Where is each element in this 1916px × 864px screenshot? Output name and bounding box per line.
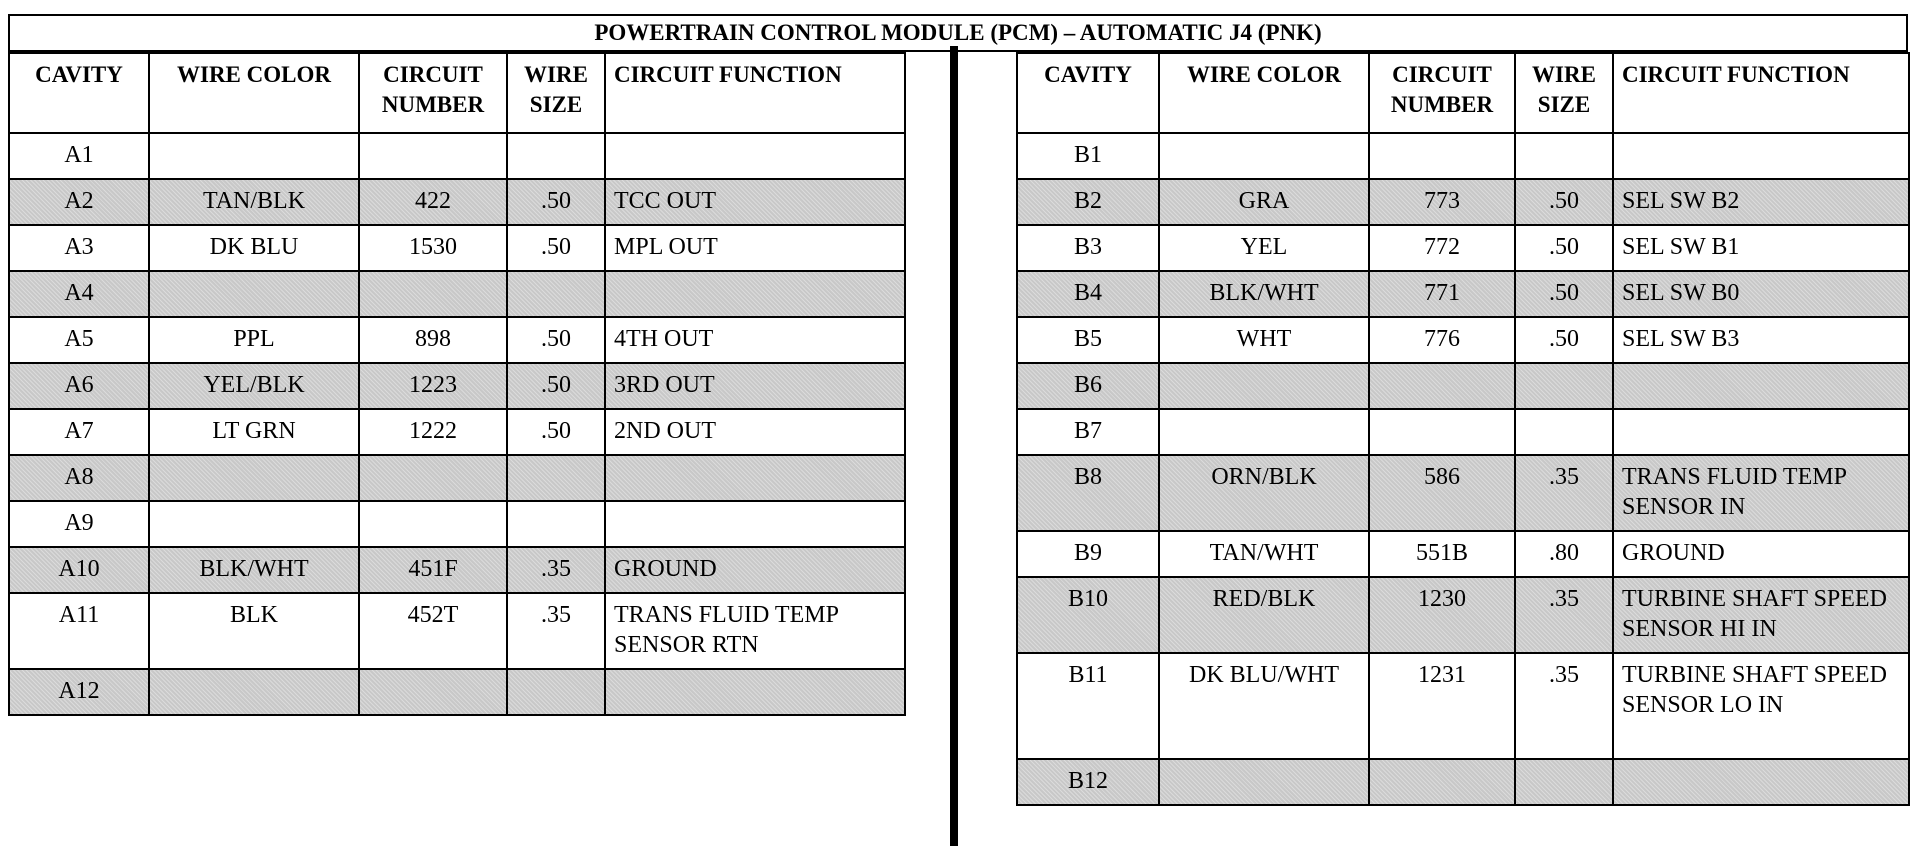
circuit-number-cell [359, 501, 507, 547]
circuit-number-cell [359, 271, 507, 317]
circuit-function-cell: GROUND [1613, 531, 1909, 577]
table-row [1017, 363, 1909, 409]
circuit-function-cell: 4TH OUT [605, 317, 905, 363]
wire-size-cell: .50 [507, 317, 605, 363]
circuit-function-cell: SEL SW B0 [1613, 271, 1909, 317]
table-row [1017, 225, 1909, 271]
circuit-function-cell: SEL SW B3 [1613, 317, 1909, 363]
wire-size-cell [1515, 409, 1613, 455]
circuit-function-cell: SEL SW B1 [1613, 225, 1909, 271]
circuit-number-cell [359, 455, 507, 501]
table-row [9, 593, 905, 669]
circuit-number-cell: 1530 [359, 225, 507, 271]
circuit-number-cell [1369, 133, 1515, 179]
center-divider [950, 46, 958, 846]
circuit-function-cell [1613, 363, 1909, 409]
wire-color-cell [149, 271, 359, 317]
table-row [9, 501, 905, 547]
circuit-function-cell [1613, 133, 1909, 179]
header-circuit-number: CIRCUIT NUMBER [1369, 53, 1515, 133]
cavity-cell: A11 [9, 593, 149, 669]
wire-size-cell [507, 133, 605, 179]
wire-color-cell [1159, 133, 1369, 179]
cavity-cell: A5 [9, 317, 149, 363]
cavity-cell: B2 [1017, 179, 1159, 225]
circuit-number-cell: 898 [359, 317, 507, 363]
header-wire-size: WIRE SIZE [507, 53, 605, 133]
cavity-cell: A2 [9, 179, 149, 225]
wire-size-cell: .50 [507, 409, 605, 455]
wire-size-cell: .35 [1515, 653, 1613, 759]
wire-size-cell [1515, 363, 1613, 409]
circuit-number-cell: 586 [1369, 455, 1515, 531]
table-row [1017, 653, 1909, 759]
table-row [1017, 179, 1909, 225]
wire-color-cell [149, 669, 359, 715]
circuit-number-cell [359, 133, 507, 179]
wire-size-cell: .50 [1515, 317, 1613, 363]
cavity-cell: B9 [1017, 531, 1159, 577]
table-row [9, 179, 905, 225]
wire-size-cell: .35 [507, 547, 605, 593]
wire-color-cell: TAN/WHT [1159, 531, 1369, 577]
wire-color-cell [1159, 759, 1369, 805]
table-row [1017, 531, 1909, 577]
header-cavity: CAVITY [9, 53, 149, 133]
wire-size-cell: .50 [1515, 179, 1613, 225]
header-row [1017, 53, 1909, 133]
circuit-function-cell: 3RD OUT [605, 363, 905, 409]
wire-size-cell: .50 [1515, 271, 1613, 317]
table-row [9, 363, 905, 409]
circuit-number-cell: 551B [1369, 531, 1515, 577]
header-wire-color: WIRE COLOR [1159, 53, 1369, 133]
header-circuit-function: CIRCUIT FUNCTION [605, 53, 905, 133]
circuit-function-cell [605, 669, 905, 715]
circuit-number-cell: 452T [359, 593, 507, 669]
circuit-function-cell [605, 133, 905, 179]
table-row [9, 455, 905, 501]
circuit-function-cell: SEL SW B2 [1613, 179, 1909, 225]
table-row [1017, 455, 1909, 531]
cavity-cell: A1 [9, 133, 149, 179]
table-body-right [1017, 133, 1909, 805]
circuit-function-cell [605, 455, 905, 501]
wire-size-cell: .50 [507, 363, 605, 409]
wire-color-cell: DK BLU [149, 225, 359, 271]
cavity-cell: B5 [1017, 317, 1159, 363]
circuit-number-cell [1369, 759, 1515, 805]
cavity-cell: B3 [1017, 225, 1159, 271]
cavity-cell: A6 [9, 363, 149, 409]
circuit-number-cell: 451F [359, 547, 507, 593]
wire-color-cell: YEL [1159, 225, 1369, 271]
cavity-cell: B6 [1017, 363, 1159, 409]
wire-size-cell: .35 [1515, 455, 1613, 531]
table-row [1017, 759, 1909, 805]
cavity-cell: B8 [1017, 455, 1159, 531]
header-circuit-number: CIRCUIT NUMBER [359, 53, 507, 133]
cavity-cell: A10 [9, 547, 149, 593]
table-row [9, 225, 905, 271]
table-row [9, 133, 905, 179]
wire-color-cell: RED/BLK [1159, 577, 1369, 653]
cavity-cell: B1 [1017, 133, 1159, 179]
wire-color-cell: LT GRN [149, 409, 359, 455]
circuit-number-cell [1369, 363, 1515, 409]
cavity-cell: B11 [1017, 653, 1159, 759]
wire-color-cell: TAN/BLK [149, 179, 359, 225]
table-row [1017, 409, 1909, 455]
circuit-number-cell [1369, 409, 1515, 455]
cavity-cell: A8 [9, 455, 149, 501]
circuit-function-cell [605, 271, 905, 317]
table-row [1017, 271, 1909, 317]
wire-color-cell: PPL [149, 317, 359, 363]
cavity-cell: B7 [1017, 409, 1159, 455]
wire-size-cell [507, 501, 605, 547]
circuit-number-cell: 1223 [359, 363, 507, 409]
circuit-function-cell: TCC OUT [605, 179, 905, 225]
cavity-cell: A12 [9, 669, 149, 715]
circuit-number-cell: 772 [1369, 225, 1515, 271]
table-row [1017, 317, 1909, 363]
cavity-cell: B12 [1017, 759, 1159, 805]
wire-color-cell [1159, 363, 1369, 409]
wire-color-cell: YEL/BLK [149, 363, 359, 409]
circuit-function-cell [1613, 409, 1909, 455]
wire-size-cell [507, 455, 605, 501]
wire-size-cell: .50 [1515, 225, 1613, 271]
wire-size-cell: .80 [1515, 531, 1613, 577]
cavity-cell: A7 [9, 409, 149, 455]
table-row [9, 271, 905, 317]
table-row [9, 409, 905, 455]
table-title-text: POWERTRAIN CONTROL MODULE (PCM) – AUTOMATIC J4 (PNK) [594, 20, 1322, 45]
wire-color-cell [149, 501, 359, 547]
table-row [1017, 577, 1909, 653]
circuit-function-cell: 2ND OUT [605, 409, 905, 455]
wire-color-cell: ORN/BLK [1159, 455, 1369, 531]
wire-color-cell: GRA [1159, 179, 1369, 225]
connector-table-left [8, 52, 906, 716]
wire-color-cell: BLK [149, 593, 359, 669]
header-circuit-function: CIRCUIT FUNCTION [1613, 53, 1909, 133]
wire-color-cell: DK BLU/WHT [1159, 653, 1369, 759]
header-wire-size: WIRE SIZE [1515, 53, 1613, 133]
circuit-number-cell: 773 [1369, 179, 1515, 225]
circuit-function-cell: TRANS FLUID TEMP SENSOR IN [1613, 455, 1909, 531]
cavity-cell: A4 [9, 271, 149, 317]
table-body-left [9, 133, 905, 715]
wire-color-cell: BLK/WHT [1159, 271, 1369, 317]
wire-color-cell [149, 133, 359, 179]
wire-size-cell [507, 669, 605, 715]
table-title [8, 14, 1908, 52]
cavity-cell: A3 [9, 225, 149, 271]
circuit-function-cell: TURBINE SHAFT SPEED SENSOR LO IN [1613, 653, 1909, 759]
circuit-number-cell [359, 669, 507, 715]
header-row [9, 53, 905, 133]
circuit-number-cell: 776 [1369, 317, 1515, 363]
circuit-function-cell: TRANS FLUID TEMP SENSOR RTN [605, 593, 905, 669]
wire-size-cell: .35 [507, 593, 605, 669]
cavity-cell: B10 [1017, 577, 1159, 653]
table-row [9, 547, 905, 593]
table-row [1017, 133, 1909, 179]
circuit-number-cell: 422 [359, 179, 507, 225]
circuit-number-cell: 771 [1369, 271, 1515, 317]
wire-size-cell: .50 [507, 225, 605, 271]
header-wire-color: WIRE COLOR [149, 53, 359, 133]
wire-color-cell [1159, 409, 1369, 455]
circuit-number-cell: 1222 [359, 409, 507, 455]
wire-color-cell: WHT [1159, 317, 1369, 363]
wire-size-cell [1515, 759, 1613, 805]
cavity-cell: A9 [9, 501, 149, 547]
circuit-function-cell: MPL OUT [605, 225, 905, 271]
cavity-cell: B4 [1017, 271, 1159, 317]
wire-size-cell: .35 [1515, 577, 1613, 653]
connector-table-right [1016, 52, 1910, 806]
table-row [9, 317, 905, 363]
wire-color-cell [149, 455, 359, 501]
wire-size-cell [1515, 133, 1613, 179]
circuit-function-cell: GROUND [605, 547, 905, 593]
circuit-number-cell: 1231 [1369, 653, 1515, 759]
circuit-function-cell [605, 501, 905, 547]
header-cavity: CAVITY [1017, 53, 1159, 133]
wire-size-cell [507, 271, 605, 317]
wire-color-cell: BLK/WHT [149, 547, 359, 593]
wire-size-cell: .50 [507, 179, 605, 225]
circuit-function-cell [1613, 759, 1909, 805]
circuit-number-cell: 1230 [1369, 577, 1515, 653]
table-row [9, 669, 905, 715]
circuit-function-cell: TURBINE SHAFT SPEED SENSOR HI IN [1613, 577, 1909, 653]
